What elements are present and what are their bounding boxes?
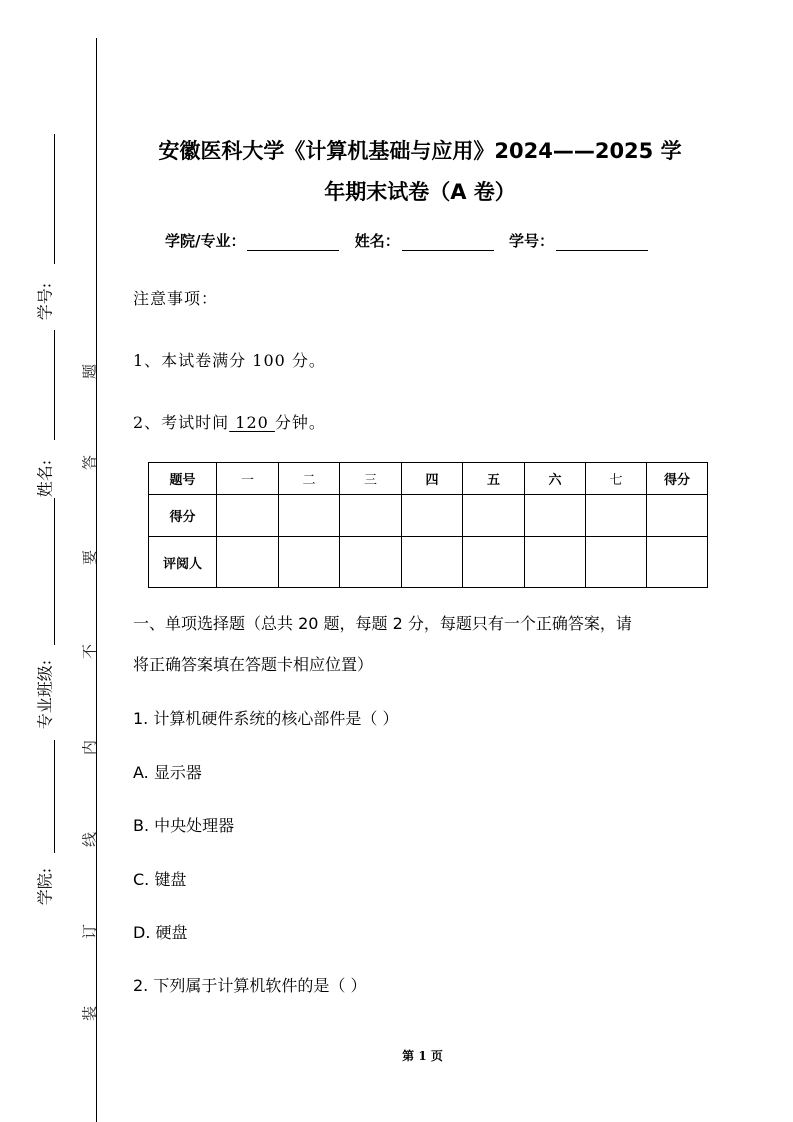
section-1-title-line1: 一、单项选择题（总共 20 题，每题 2 分，每题只有一个正确答案，请 — [133, 614, 632, 633]
header-cell: 三 — [340, 463, 402, 495]
notice-item-2 — [133, 410, 326, 433]
header-cell: 二 — [279, 463, 340, 495]
notice-item-2-prefix: 2、考试时间 — [133, 413, 230, 432]
score-table — [148, 462, 708, 588]
score-cell[interactable] — [340, 495, 402, 537]
notice-heading: 注意事项： — [133, 289, 219, 308]
reviewer-cell[interactable] — [586, 537, 647, 588]
reviewer-row — [149, 537, 708, 588]
exam-title-line2: 年期末试卷（A 卷） — [324, 180, 516, 204]
binding-char: 订 — [80, 924, 99, 940]
reviewer-cell[interactable] — [217, 537, 279, 588]
row-label: 得分 — [149, 495, 217, 537]
question-2-stem: 2. 下列属于计算机软件的是（ ） — [133, 976, 367, 995]
margin-label-student-id: 学号: — [35, 282, 55, 321]
reviewer-cell[interactable] — [647, 537, 708, 588]
student-id-blank[interactable] — [556, 234, 648, 251]
name-label: 姓名： — [354, 232, 400, 250]
page-number: 第 1 页 — [402, 1049, 443, 1063]
notice-item-1: 1、本试卷满分 100 分。 — [133, 351, 326, 370]
reviewer-cell[interactable] — [463, 537, 525, 588]
reviewer-cell[interactable] — [525, 537, 586, 588]
binding-char: 答 — [80, 455, 99, 471]
binding-char: 装 — [80, 1006, 99, 1022]
header-cell: 题号 — [149, 463, 217, 495]
score-cell[interactable] — [217, 495, 279, 537]
row-label: 评阅人 — [149, 537, 217, 588]
margin-label-class: 专业班级: — [35, 659, 55, 730]
score-cell[interactable] — [279, 495, 340, 537]
header-cell: 得分 — [647, 463, 708, 495]
binding-char: 内 — [80, 740, 99, 756]
header-cell: 四 — [402, 463, 463, 495]
name-field-line — [54, 330, 55, 440]
score-cell[interactable] — [647, 495, 708, 537]
score-cell[interactable] — [525, 495, 586, 537]
student-id-field-line — [54, 134, 55, 264]
score-row — [149, 495, 708, 537]
notice-item-2-suffix: 分钟。 — [274, 413, 326, 432]
question-1-stem: 1. 计算机硬件系统的核心部件是（ ） — [133, 709, 399, 728]
college-major-label: 学院/专业： — [165, 232, 246, 250]
student-id-label: 学号： — [508, 232, 554, 250]
score-cell[interactable] — [463, 495, 525, 537]
binding-char: 要 — [80, 550, 99, 566]
question-1-option-a: A. 显示器 — [133, 763, 202, 782]
reviewer-cell[interactable] — [279, 537, 340, 588]
score-table-header-row — [149, 463, 708, 495]
college-major-blank[interactable] — [247, 234, 339, 251]
header-cell: 五 — [463, 463, 525, 495]
question-1-option-b: B. 中央处理器 — [133, 816, 235, 835]
section-1-title-line2: 将正确答案填在答题卡相应位置） — [133, 655, 374, 674]
name-blank[interactable] — [402, 234, 494, 251]
exam-duration-value: 120 — [229, 413, 275, 432]
student-info-row — [165, 230, 658, 251]
header-cell: 七 — [586, 463, 647, 495]
exam-title-line1: 安徽医科大学《计算机基础与应用》2024——2025 学 — [158, 139, 682, 163]
header-cell: 六 — [525, 463, 586, 495]
binding-char: 线 — [80, 832, 99, 848]
score-cell[interactable] — [402, 495, 463, 537]
margin-label-college: 学院: — [35, 867, 55, 906]
score-cell[interactable] — [586, 495, 647, 537]
binding-line — [96, 38, 97, 1122]
class-field-line — [54, 498, 55, 645]
college-field-line — [54, 740, 55, 853]
question-1-option-d: D. 硬盘 — [133, 923, 188, 942]
reviewer-cell[interactable] — [340, 537, 402, 588]
question-1-option-c: C. 键盘 — [133, 870, 187, 889]
header-cell: 一 — [217, 463, 279, 495]
binding-char: 不 — [80, 644, 99, 660]
margin-label-name: 姓名: — [35, 459, 55, 498]
binding-char: 题 — [80, 364, 99, 380]
reviewer-cell[interactable] — [402, 537, 463, 588]
